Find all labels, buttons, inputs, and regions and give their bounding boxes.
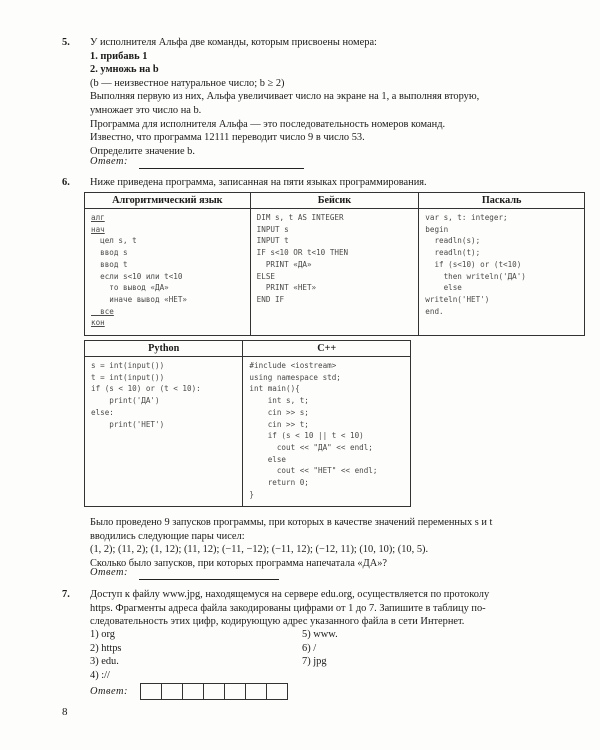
algo-code-line: если s<10 или t<10 (91, 271, 183, 281)
answer-cell[interactable] (161, 683, 183, 700)
task6-answer (90, 566, 279, 580)
task7-options-right (302, 628, 338, 669)
pascal-code-line: if (s<10) or (t<10) (425, 259, 522, 269)
algo-code-line: алг (91, 213, 105, 222)
pascal-code-line: then writeln('ДА') (425, 271, 526, 281)
task7-option-4: 4) :// (90, 669, 110, 681)
task6-text (90, 516, 492, 570)
cpp-code-line: int s, t; (249, 396, 309, 406)
task7-option-5: 5) www. (302, 629, 338, 640)
algo-code-line: цел s, t (91, 236, 137, 246)
cpp-code-line: return 0; (249, 478, 309, 488)
header-basic: Бейсик (250, 193, 419, 209)
answer-cell[interactable] (140, 683, 162, 700)
task6-text4: Сколько было запусков, при которых программа напечатала «ДА»? (90, 557, 388, 569)
algo-code-line: кон (91, 318, 105, 328)
header-python: Python (85, 341, 243, 357)
basic-code-line: ELSE (256, 271, 275, 281)
code-table-top (84, 192, 585, 336)
task7-option-1: 1) org (90, 629, 115, 640)
python-code (85, 357, 243, 507)
pascal-code-line: else (425, 283, 462, 293)
task5-line6: умножает это число на b. (90, 104, 202, 116)
algo-code-line: иначе вывод «НЕТ» (91, 294, 188, 304)
basic-code-line: IF s<10 OR t<10 THEN (256, 248, 349, 258)
task6-text1: Было проведено 9 запусков программы, при которых в качестве значений переменных s и t (90, 517, 493, 528)
cpp-code-line: if (s < 10 || t < 10) (249, 431, 364, 441)
basic-code-line: DIM s, t AS INTEGER (256, 213, 344, 222)
task7-line1: Доступ к файлу www.jpg, находящемуся на сервере edu.org, осуществляется по протоколу (90, 589, 490, 600)
answer-cell[interactable] (182, 683, 204, 700)
pascal-code (419, 209, 585, 336)
answer-cell[interactable] (266, 683, 288, 700)
cpp-code-line: } (249, 489, 254, 499)
basic-code-line: END IF (256, 294, 285, 304)
pascal-code-line: readln(t); (425, 248, 481, 258)
header-pascal: Паскаль (419, 193, 585, 209)
pascal-code-line: readln(s); (425, 236, 481, 246)
task6-text3: (1, 2); (11, 2); (1, 12); (11, 12); (−11, −12); (−11, 12); (−12, 11); (10, 10); (10, 5). (90, 544, 429, 556)
task7-line2: https. Фрагменты адреса файла закодированы цифрами от 1 до 7. Запишите в таблицу по- (90, 602, 486, 614)
task5-line5: Выполняя первую из них, Альфа увеличивает число на экране на 1, а выполняя вторую, (90, 91, 480, 103)
algo-code-line: то вывод «ДА» (91, 283, 169, 293)
python-code-line: print('ДА') (91, 396, 160, 406)
basic-code (250, 209, 419, 336)
task5-line8: Известно, что программа 12111 переводит число 9 в число 53. (90, 132, 365, 144)
task5-line1: У исполнителя Альфа две команды, которым присвоены номера: (90, 37, 377, 48)
task7-body (90, 588, 489, 629)
cpp-code-line: cout << "ДА" << endl; (249, 442, 373, 452)
header-algo: Алгоритмический язык (85, 193, 251, 209)
pascal-code-line: writeln('НЕТ') (425, 294, 490, 304)
cpp-code-line: else (249, 454, 286, 464)
basic-code-line: PRINT «ДА» (256, 259, 312, 269)
task5-command-1: 1. прибавь 1 (90, 50, 148, 62)
task6-number: 6. (62, 177, 70, 188)
task5-answer-field[interactable] (139, 168, 304, 169)
pascal-code-line: end. (425, 306, 444, 316)
task6-text2: вводились следующие пары чисел: (90, 530, 245, 542)
cpp-code-line: using namespace std; (249, 372, 341, 382)
answer-cell[interactable] (224, 683, 246, 700)
task6-answer-field[interactable] (139, 579, 279, 580)
task5-line4: (b — неизвестное натуральное число; b ≥ 2) (90, 77, 285, 89)
task7-option-6: 6) / (302, 642, 317, 654)
task5-answer-label: Ответ: (90, 156, 128, 167)
task6-intro: Ниже приведена программа, записанная на пяти языках программирования. (90, 177, 427, 188)
task7-option-3: 3) edu. (90, 656, 119, 668)
cpp-code-line: cin >> s; (249, 407, 309, 417)
cpp-code-line: cin >> t; (249, 419, 309, 429)
cpp-code-line: cout << "НЕТ" << endl; (249, 466, 378, 476)
task6-answer-label: Ответ: (90, 567, 128, 578)
code-table-bottom (84, 340, 411, 507)
algo-code-line: ввод t (91, 259, 128, 269)
python-code-line: if (s < 10) or (t < 10): (91, 384, 201, 394)
algo-code (85, 209, 251, 336)
task7-answer (90, 683, 288, 700)
header-cpp: C++ (243, 341, 411, 357)
basic-code-line: INPUT s (256, 224, 289, 234)
task7-option-7: 7) jpg (302, 656, 327, 668)
task7-option-2: 2) https (90, 642, 122, 654)
cpp-code-line: int main(){ (249, 384, 300, 394)
algo-code-line: ввод s (91, 248, 128, 258)
answer-cell[interactable] (203, 683, 225, 700)
task7-options-left (90, 628, 121, 682)
python-code-line: else: (91, 407, 114, 417)
task5-line7: Программа для исполнителя Альфа — это последовательность номеров команд. (90, 118, 446, 130)
task5-command-2: 2. умножь на b (90, 64, 159, 76)
pascal-code-line: begin (425, 224, 449, 234)
answer-cell[interactable] (245, 683, 267, 700)
page-number: 8 (62, 706, 68, 718)
task7-number: 7. (62, 589, 70, 600)
task5-line9: Определите значение b. (90, 145, 195, 157)
python-code-line: s = int(input()) (91, 361, 165, 370)
basic-code-line: INPUT t (256, 236, 289, 246)
algo-code-line: нач (91, 224, 105, 234)
task7-answer-label: Ответ: (90, 685, 128, 697)
task5-body (90, 36, 479, 158)
task7-answer-grid (141, 683, 288, 700)
python-code-line: print('НЕТ') (91, 419, 165, 429)
cpp-code-line: #include <iostream> (249, 361, 337, 370)
algo-code-line: все (91, 306, 114, 316)
task7-line3: следовательность этих цифр, кодирующую адрес указанного файла в сети Интернет. (90, 616, 465, 628)
basic-code-line: PRINT «НЕТ» (256, 283, 317, 293)
python-code-line: t = int(input()) (91, 372, 165, 382)
task5-number: 5. (62, 37, 70, 48)
pascal-code-line: var s, t: integer; (425, 213, 508, 222)
cpp-code (243, 357, 411, 507)
task5-answer (90, 155, 304, 169)
